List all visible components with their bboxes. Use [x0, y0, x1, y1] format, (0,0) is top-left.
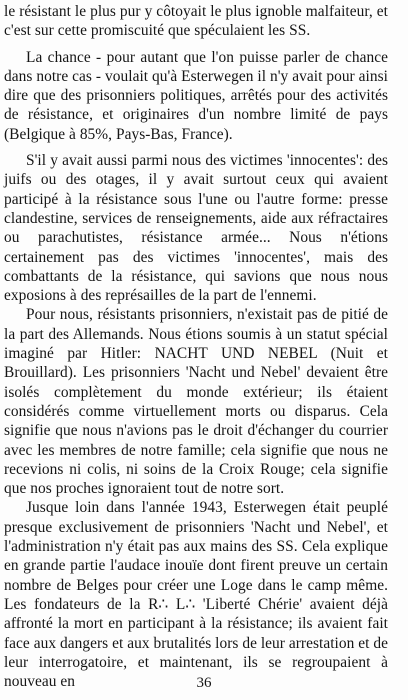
paragraph-5: Jusque loin dans l'année 1943, Esterwegen était peuplé presque exclusivement de prisonniers 'Nacht und Nebel', et l'administration n'y était pas aux mains des SS. Cela explique en grande partie l'audace inouïe dont firent preuve un certain nombre de Belges pour créer une Loge dans le camp même. Les fondateurs de la R∴ L∴ 'Liberté Chérie' avaient déjà affronté la mort en participant à la résistance; ils avaient fait face aux dangers et aux brutalités lors de leur arrestation et de leur interrogatoire, et maintenant, ils se regroupaient à nouveau en — [4, 499, 389, 691]
page-number: 36 — [196, 675, 212, 691]
paragraph-3: S'il y avait aussi parmi nous des victimes 'innocentes': des juifs ou des otages, il y avait surtout ceux qui avaient participé à la résistance sous l'une ou l'autre forme: presse clandestine, services de renseignements, aide aux réfractaires ou parachutistes, résistance armée... Nous n'étions certainement pas des victimes 'innocentes', mais des combattants de la résistance, qui savions que nous nous exposions à des représailles de la part de l'ennemi. — [4, 152, 388, 305]
body-text — [4, 2, 388, 691]
paragraph-2: La chance - pour autant que l'on puisse parler de chance dans notre cas - voulait qu'à Esterwegen il n'y avait pour ainsi dire que des prisonniers politiques, arrêtés pour des activités de résistance, et originaires d'un nombre limité de pays (Belgique à 85%, Pays-Bas, France). — [4, 48, 388, 143]
paragraph-4: Pour nous, résistants prisonniers, n'existait pas de pitié de la part des Allemands. Nous étions soumis à un statut spécial imaginé par Hitler: NACHT UND NEBEL (Nuit et Brouillard). Les prisonniers 'Nacht und Nebel' devaient être isolés complètement du monde extérieur; ils étaient considérés comme virtuellement morts ou disparus. Cela signifie que nous n'avions pas le droit d'échanger du courrier avec les membres de notre famille; cela signifie que nous ne recevions ni colis, ni soins de la Croix Rouge; cela signifie que nos proches ignoraient tout de notre sort. — [4, 306, 388, 498]
paragraph-1: le résistant le plus pur y côtoyait le plus ignoble malfaiteur, et c'est sur cette promiscuité que spéculaient les SS. — [4, 3, 388, 40]
